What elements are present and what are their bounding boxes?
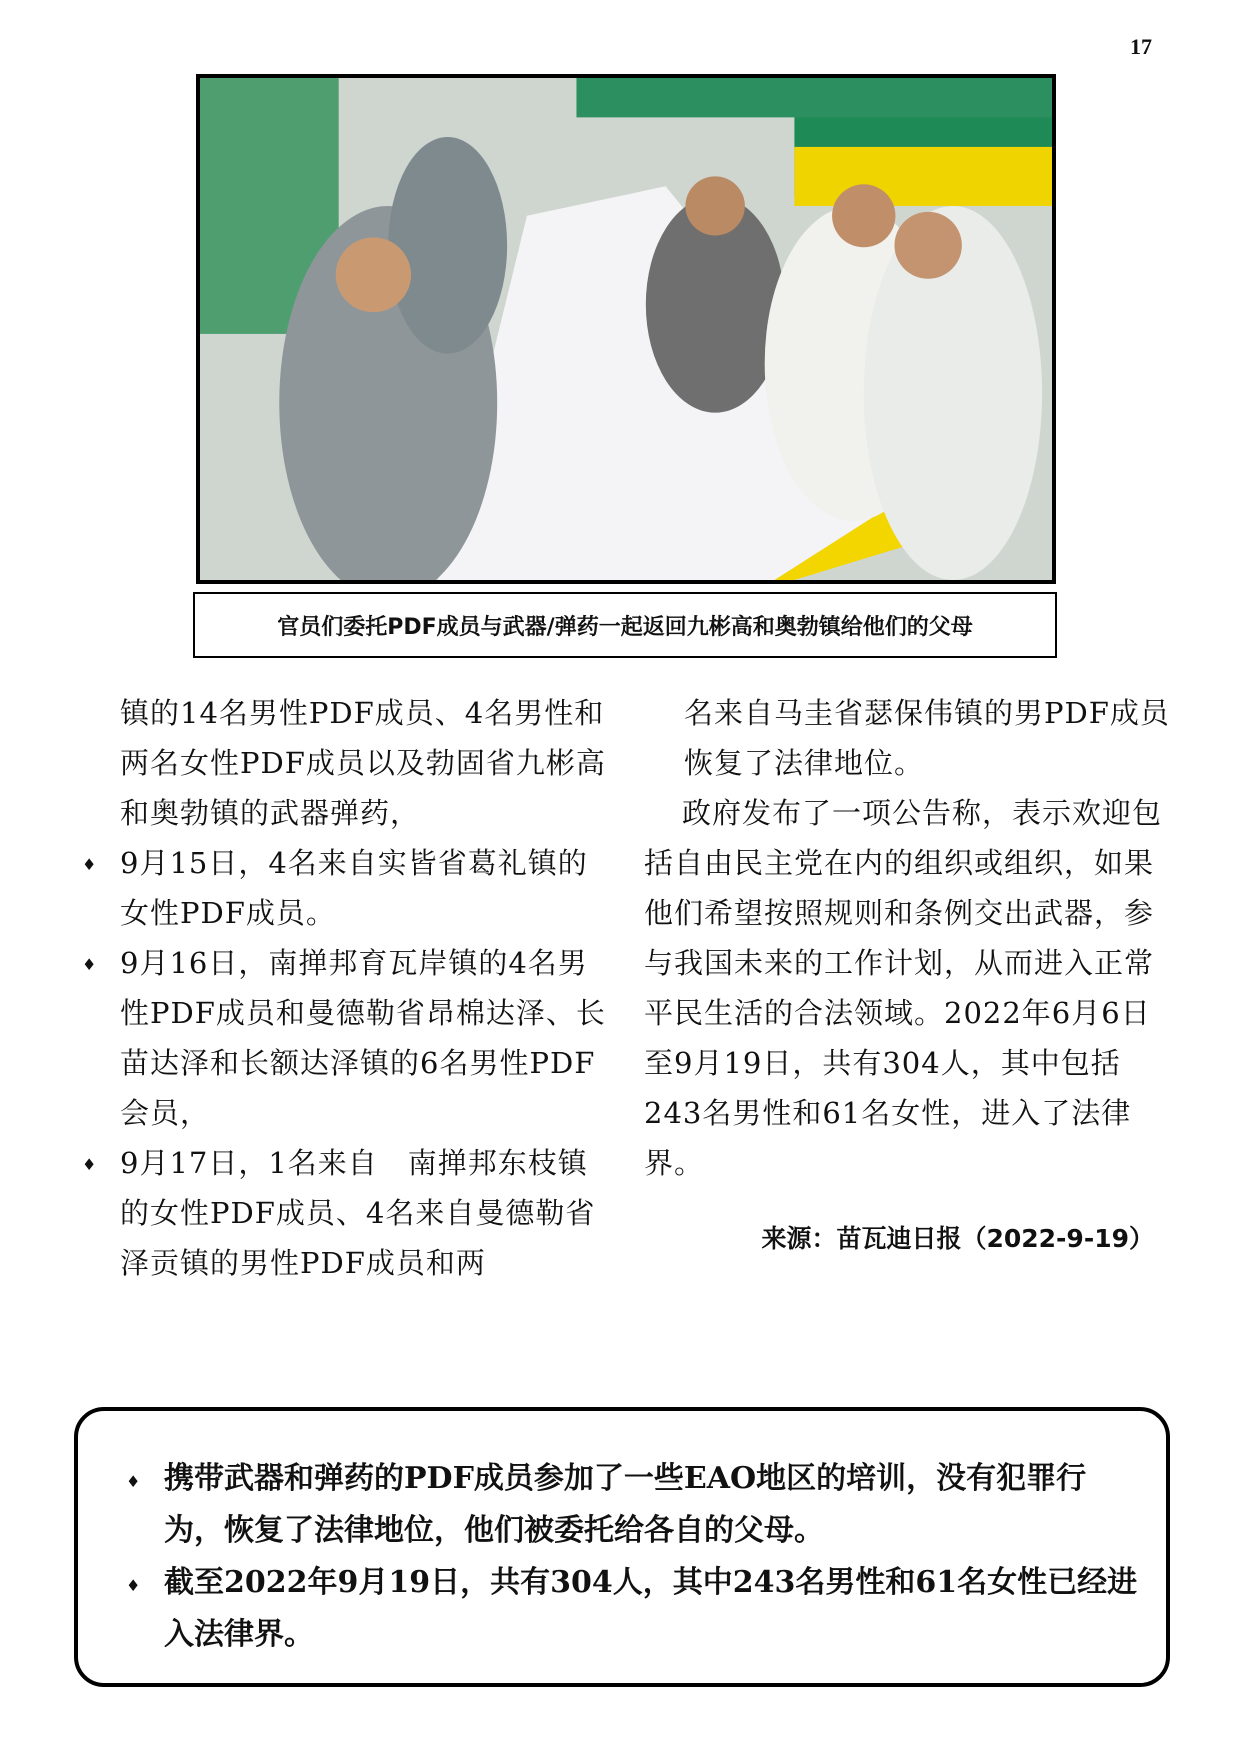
photo-caption: 官员们委托PDF成员与武器/弹药一起返回九彬高和奥勃镇给他们的父母 bbox=[193, 592, 1057, 658]
left-column bbox=[80, 688, 608, 1288]
diamond-bullet-icon: ♦ bbox=[82, 855, 98, 874]
list-item bbox=[80, 938, 608, 1138]
list-item-text: 9月15日，4名来自实皆省葛礼镇的女性PDF成员。 bbox=[120, 846, 588, 930]
summary-item-text: 携带武器和弹药的PDF成员参加了一些EAO地区的培训，没有犯罪行为，恢复了法律地位，他们被委托给各自的父母。 bbox=[164, 1461, 1087, 1548]
diamond-bullet-icon: ♦ bbox=[82, 955, 98, 974]
photo-illustration bbox=[200, 78, 1052, 580]
page-number: 17 bbox=[1130, 34, 1152, 59]
diamond-bullet-icon: ♦ bbox=[82, 1155, 98, 1174]
diamond-bullet-icon: ♦ bbox=[126, 1472, 141, 1491]
left-continuation-text: 镇的14名男性PDF成员、4名男性和两名女性PDF成员以及勃固省九彬高和奥勃镇的武器弹药， bbox=[120, 696, 606, 830]
list-item bbox=[80, 838, 608, 938]
diamond-bullet-icon: ♦ bbox=[126, 1576, 141, 1595]
list-item-text: 9月16日，南掸邦育瓦岸镇的4名男性PDF成员和曼德勒省昂棉达泽、长苗达泽和长额达泽镇的6名男性PDF会员， bbox=[120, 946, 606, 1130]
right-column bbox=[644, 688, 1174, 1264]
source-citation: 来源：苗瓦迪日报（2022-9-19） bbox=[761, 1224, 1154, 1253]
right-continuation-text: 名来自马圭省瑟保伟镇的男PDF成员恢复了法律地位。 bbox=[684, 696, 1170, 780]
list-item-text: 9月17日，1名来自 南掸邦东枝镇的女性PDF成员、4名来自曼德勒省泽贡镇的男性PDF成员和两 bbox=[120, 1146, 596, 1280]
summary-item-text: 截至2022年9月19日，共有304人，其中243名男性和61名女性已经进入法律界。 bbox=[164, 1565, 1138, 1652]
news-photo bbox=[196, 74, 1056, 584]
summary-box bbox=[74, 1407, 1170, 1687]
list-item bbox=[80, 1138, 608, 1288]
summary-item bbox=[124, 1453, 1142, 1557]
summary-item bbox=[124, 1557, 1142, 1661]
body-paragraph: 政府发布了一项公告称，表示欢迎包括自由民主党在内的组织或组织，如果他们希望按照规则和条例交出武器，参与我国未来的工作计划，从而进入正常平民生活的合法领域。2022年6月6日至9月19日，共有304人，其中包括243名男性和61名女性，进入了法律界。 bbox=[644, 796, 1163, 1180]
